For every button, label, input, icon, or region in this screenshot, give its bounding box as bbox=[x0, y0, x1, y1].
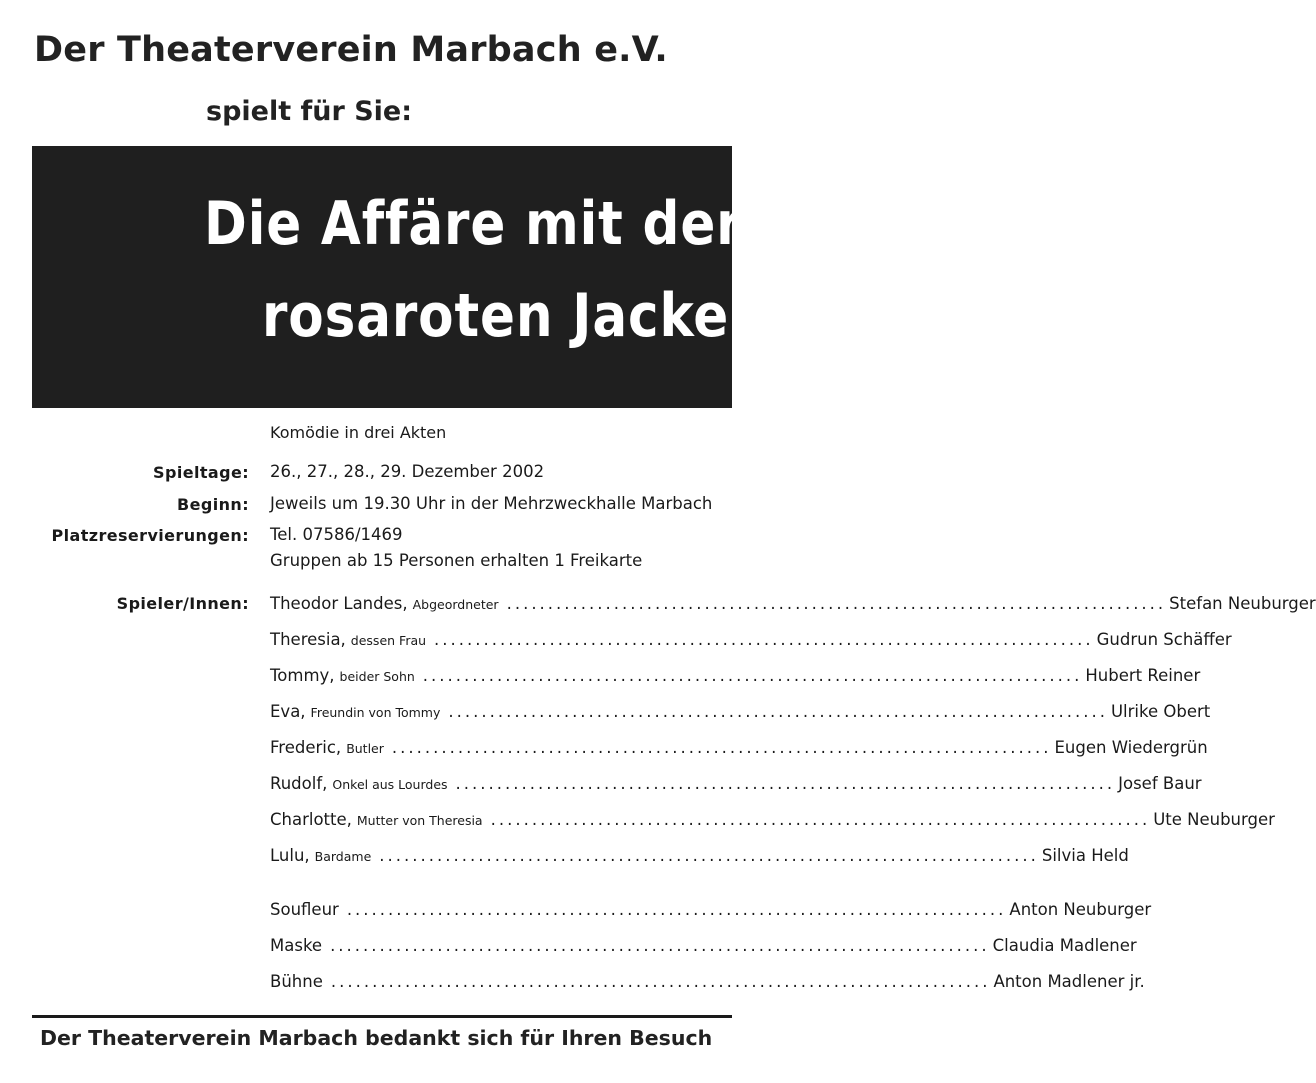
role-description: Abgeordneter bbox=[412, 597, 499, 612]
role-description: dessen Frau bbox=[350, 633, 427, 648]
actor-name: Stefan Neuburger bbox=[1169, 594, 1316, 613]
phone-number: Tel. 07586/1469 bbox=[270, 525, 403, 544]
dot-leader: ................................................................................ bbox=[455, 774, 1116, 793]
spieltage-value: 26., 27., 28., 29. Dezember 2002 bbox=[270, 462, 545, 481]
beginn-value: Jeweils um 19.30 Uhr in der Mehrzweckhalle Marbach bbox=[270, 494, 713, 513]
dot-leader: ................................................................................ bbox=[346, 900, 1007, 919]
role-name: Charlotte, bbox=[270, 810, 352, 829]
dot-leader: ................................................................................ bbox=[330, 972, 991, 991]
role-name: Frederic, bbox=[270, 738, 342, 757]
actor-name: Anton Madlener jr. bbox=[993, 972, 1145, 991]
group-offer: Gruppen ab 15 Personen erhalten 1 Freikarte bbox=[270, 551, 643, 570]
role-name: Theresia, bbox=[270, 630, 346, 649]
dot-leader: ................................................................................ bbox=[391, 738, 1052, 757]
actor-name: Ute Neuburger bbox=[1153, 810, 1275, 829]
cast-row bbox=[270, 630, 1232, 654]
role-name: Maske bbox=[270, 936, 323, 955]
role-name: Rudolf, bbox=[270, 774, 328, 793]
role-name: Bühne bbox=[270, 972, 323, 991]
role-name: Tommy, bbox=[270, 666, 335, 685]
cast-label: Spieler/Innen: bbox=[116, 594, 249, 613]
cast-row bbox=[270, 666, 1201, 690]
role-name: Lulu, bbox=[270, 846, 310, 865]
crew-row bbox=[270, 972, 1145, 996]
role-description: Butler bbox=[346, 741, 384, 756]
crew-row bbox=[270, 900, 1152, 924]
dot-leader: ................................................................................ bbox=[422, 666, 1083, 685]
role-description: Onkel aus Lourdes bbox=[332, 777, 448, 792]
divider bbox=[32, 1015, 732, 1018]
organization-title: Der Theaterverein Marbach e.V. bbox=[34, 30, 668, 70]
actor-name: Ulrike Obert bbox=[1110, 702, 1211, 721]
actor-name: Josef Baur bbox=[1118, 774, 1202, 793]
cast-row bbox=[270, 846, 1129, 870]
actor-name: Anton Neuburger bbox=[1009, 900, 1152, 919]
cast-row bbox=[270, 810, 1275, 834]
role-description: Freundin von Tommy bbox=[310, 705, 441, 720]
role-description: Bardame bbox=[314, 849, 372, 864]
genre: Komödie in drei Akten bbox=[270, 423, 447, 442]
actor-name: Claudia Madlener bbox=[992, 936, 1137, 955]
platzreservierungen-label: Platzreservierungen: bbox=[51, 526, 249, 545]
actor-name: Eugen Wiedergrün bbox=[1054, 738, 1208, 757]
footer-thanks: Der Theaterverein Marbach bedankt sich für Ihren Besuch bbox=[40, 1026, 713, 1050]
play-title-line-2: rosaroten Jacke bbox=[262, 281, 730, 351]
cast-row bbox=[270, 774, 1202, 798]
dot-leader: ................................................................................ bbox=[490, 810, 1151, 829]
play-title-banner bbox=[32, 146, 743, 408]
actor-name: Hubert Reiner bbox=[1085, 666, 1201, 685]
role-name: Theodor Landes, bbox=[270, 594, 408, 613]
dot-leader: ................................................................................ bbox=[330, 936, 990, 955]
actor-name: Gudrun Schäffer bbox=[1096, 630, 1232, 649]
crew-row bbox=[270, 936, 1137, 960]
role-description: beider Sohn bbox=[339, 669, 415, 684]
role-description: Mutter von Theresia bbox=[356, 813, 483, 828]
dot-leader: ................................................................................ bbox=[506, 594, 1167, 613]
dot-leader: ................................................................................ bbox=[448, 702, 1108, 721]
spieltage-label: Spieltage: bbox=[153, 463, 249, 482]
cast-row bbox=[270, 594, 1316, 618]
play-title-line-1: Die Affäre mit der bbox=[204, 189, 743, 259]
cast-row bbox=[270, 702, 1211, 726]
dot-leader: ................................................................................ bbox=[379, 846, 1039, 865]
dot-leader: ................................................................................ bbox=[434, 630, 1094, 649]
role-name: Eva, bbox=[270, 702, 306, 721]
subtitle: spielt für Sie: bbox=[206, 96, 413, 127]
actor-name: Silvia Held bbox=[1041, 846, 1129, 865]
cast-row bbox=[270, 738, 1208, 762]
role-name: Soufleur bbox=[270, 900, 339, 919]
beginn-label: Beginn: bbox=[177, 495, 249, 514]
